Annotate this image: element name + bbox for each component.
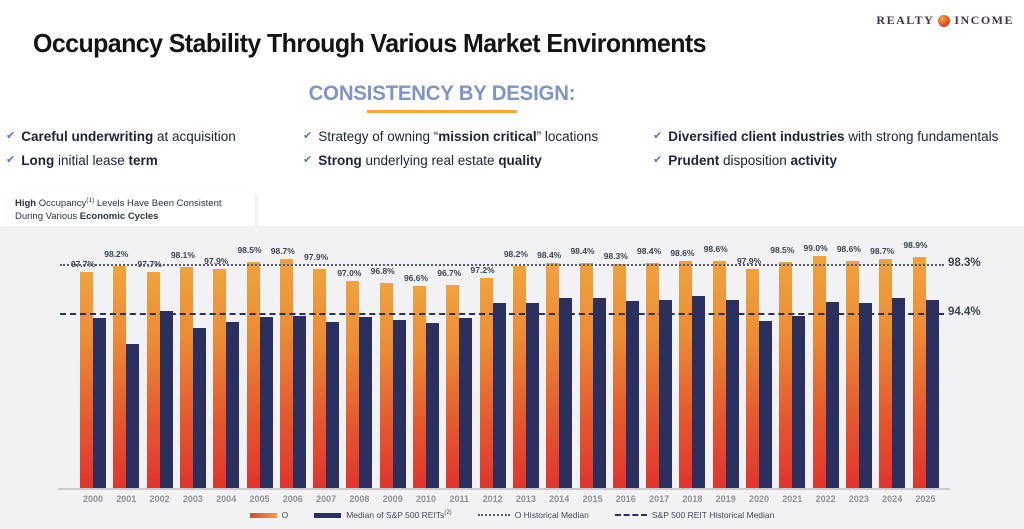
logo-text-left: REALTY: [876, 13, 935, 27]
refline-label-dotted: 98.3%: [948, 257, 981, 270]
year-label-2009: 2009: [382, 494, 403, 504]
bullet-item: [6, 153, 236, 169]
bar-sp500-2009: [393, 320, 406, 488]
bar-sp500-2018: [692, 296, 705, 488]
legend-swatch-o: [250, 513, 277, 518]
value-label-2016: 98.3%: [603, 251, 628, 262]
bar-sp500-2004: [226, 322, 239, 488]
year-label-2011: 2011: [449, 494, 470, 504]
value-label-2011: 96.7%: [437, 267, 462, 278]
bullet-text: [668, 153, 837, 169]
bar-o-2008: [346, 281, 359, 488]
value-label-2013: 98.2%: [503, 248, 528, 259]
bullet-text: [21, 129, 236, 145]
value-label-2023: 98.6%: [836, 243, 861, 254]
year-label-2023: 2023: [848, 494, 869, 504]
value-label-2015: 98.4%: [570, 246, 595, 257]
legend-item: [314, 510, 451, 520]
year-label-2018: 2018: [682, 494, 703, 504]
value-label-2025: 98.9%: [903, 239, 928, 250]
bullet-item: [653, 153, 998, 169]
bar-o-2007: [313, 269, 326, 488]
value-label-2021: 98.5%: [770, 244, 795, 255]
bar-o-2005: [247, 262, 260, 488]
checkmark-icon: ✔: [303, 153, 313, 166]
bar-o-2025: [913, 257, 926, 488]
value-label-2018: 98.6%: [670, 247, 695, 258]
checkmark-icon: ✔: [653, 130, 663, 142]
legend-label: Median of S&P 500 REITs$^{(2)}$: [346, 510, 452, 520]
value-label-2003: 98.1%: [170, 249, 195, 260]
legend-label: O Historical Median: [514, 510, 589, 520]
bullet-text: [21, 153, 158, 169]
value-label-2007: 97.9%: [304, 252, 329, 263]
bar-o-2012: [480, 278, 493, 488]
year-label-2013: 2013: [515, 494, 536, 504]
year-label-2005: 2005: [249, 494, 270, 504]
year-label-2001: 2001: [116, 494, 137, 504]
value-label-2009: 96.8%: [370, 266, 395, 277]
bar-o-2006: [280, 259, 293, 488]
text-segment: (1): [86, 197, 95, 204]
text-segment: Levels Have Been Consistent During Various: [15, 198, 222, 222]
legend-item: [478, 510, 589, 520]
text-segment: High: [15, 198, 37, 210]
bar-o-2015: [580, 263, 593, 488]
bar-sp500-2007: [326, 322, 339, 488]
bar-o-2001: [113, 266, 126, 488]
text-segment: term: [128, 152, 158, 168]
bar-o-2022: [813, 256, 826, 488]
refline-dashed: [60, 313, 944, 315]
bar-sp500-2022: [826, 302, 839, 488]
year-label-2014: 2014: [549, 494, 570, 504]
value-label-2005: 98.5%: [237, 244, 262, 255]
year-label-2015: 2015: [582, 494, 603, 504]
value-label-2008: 97.0%: [337, 267, 362, 278]
bar-sp500-2023: [859, 303, 872, 488]
bar-sp500-2003: [193, 328, 206, 488]
bar-sp500-2024: [892, 298, 905, 488]
bar-o-2021: [779, 262, 792, 488]
text-segment: ” locations: [536, 129, 599, 144]
value-label-2020: 97.9%: [736, 256, 762, 267]
value-label-2001: 98.2%: [104, 248, 129, 259]
bullet-column-2: [303, 129, 598, 176]
value-label-2012: 97.2%: [470, 265, 495, 276]
value-label-2010: 96.6%: [403, 272, 429, 283]
value-label-2000: 97.7%: [70, 258, 96, 269]
year-label-2010: 2010: [415, 494, 437, 504]
text-segment: quality: [498, 152, 542, 168]
refline-label-dashed: 94.4%: [948, 306, 981, 319]
year-label-2003: 2003: [182, 494, 203, 504]
legend-line-dotted: [478, 514, 510, 516]
bullet-item: [303, 153, 598, 169]
legend-label: S&P 500 REIT Historical Median: [651, 510, 775, 520]
realty-income-logo: [876, 13, 1014, 28]
bar-sp500-2015: [593, 298, 606, 488]
year-label-2008: 2008: [349, 494, 370, 504]
bullet-text: [318, 153, 542, 169]
bar-o-2014: [546, 263, 559, 488]
year-label-2019: 2019: [715, 494, 736, 504]
bar-sp500-2016: [626, 301, 639, 488]
year-label-2004: 2004: [216, 494, 237, 504]
bar-sp500-2005: [260, 317, 273, 488]
bar-o-2003: [180, 267, 193, 488]
bar-o-2017: [646, 263, 659, 488]
text-segment: disposition: [719, 152, 791, 168]
text-segment: Economic Cycles: [79, 210, 159, 222]
bar-sp500-2010: [426, 323, 439, 488]
text-segment: Strong: [318, 152, 362, 168]
value-label-2006: 98.7%: [270, 246, 295, 257]
year-label-2016: 2016: [615, 494, 636, 504]
text-segment: underlying real estate: [361, 152, 499, 168]
chart-legend: [0, 510, 1024, 520]
legend-swatch-sp500: [314, 513, 341, 518]
refline-dotted: [60, 264, 944, 266]
text-segment: mission critical: [438, 129, 537, 144]
bullet-text: [668, 129, 998, 145]
checkmark-icon: ✔: [6, 130, 16, 142]
heading-underline: [367, 110, 517, 113]
value-label-2004: 97.9%: [204, 256, 229, 267]
year-label-2002: 2002: [149, 494, 170, 504]
bar-o-2019: [713, 261, 726, 488]
bullet-item: [653, 129, 998, 145]
checkmark-icon: ✔: [6, 153, 16, 166]
bar-sp500-2008: [359, 317, 372, 488]
value-label-2019: 98.6%: [703, 243, 728, 254]
text-segment: with strong fundamentals: [844, 129, 999, 144]
year-label-2012: 2012: [482, 494, 503, 504]
year-label-2022: 2022: [815, 494, 836, 504]
logo-mark-icon: [938, 15, 950, 27]
bullet-item: [6, 129, 236, 145]
value-label-2024: 98.7%: [870, 246, 895, 257]
text-segment: Long: [21, 152, 55, 168]
bullet-text: [318, 129, 598, 145]
bullet-column-3: [653, 129, 998, 176]
bar-sp500-2006: [293, 316, 306, 488]
year-label-2000: 2000: [82, 494, 104, 504]
bullet-item: [303, 129, 598, 145]
bar-sp500-2014: [559, 298, 572, 488]
legend-item: [615, 510, 775, 520]
bar-sp500-2020: [759, 321, 772, 488]
bar-o-2018: [679, 261, 692, 488]
bar-o-2024: [879, 259, 892, 488]
bar-sp500-2011: [459, 318, 472, 488]
year-label-2017: 2017: [649, 494, 670, 504]
value-label-2017: 98.4%: [637, 246, 662, 257]
bar-sp500-2013: [526, 303, 539, 488]
text-segment: at acquisition: [153, 129, 236, 144]
bar-sp500-2002: [160, 311, 173, 488]
chart-callout-box: [7, 192, 255, 229]
text-segment: activity: [790, 152, 838, 168]
year-label-2020: 2020: [748, 494, 770, 504]
bar-sp500-2021: [792, 316, 805, 488]
bar-o-2023: [846, 261, 859, 488]
value-label-2014: 98.4%: [537, 250, 562, 261]
value-label-2022: 99.0%: [803, 242, 828, 253]
section-heading: [272, 82, 612, 113]
legend-line-dashed: [615, 514, 647, 516]
bar-o-2002: [147, 272, 160, 488]
x-axis-line: [58, 488, 950, 490]
text-segment: Diversified client industries: [668, 129, 845, 144]
bar-o-2016: [613, 264, 626, 488]
bullet-column-1: [6, 129, 236, 176]
text-segment: Strategy of owning “: [318, 129, 439, 144]
bar-sp500-2001: [126, 344, 139, 488]
bar-o-2004: [213, 269, 226, 488]
year-label-2007: 2007: [316, 494, 337, 504]
year-label-2021: 2021: [782, 494, 803, 504]
legend-footnote: (2): [444, 510, 452, 517]
bar-o-2013: [513, 266, 526, 488]
legend-label: O: [281, 510, 289, 520]
bar-sp500-2017: [659, 300, 672, 488]
bar-o-2000: [80, 272, 93, 488]
year-label-2024: 2024: [882, 494, 903, 504]
text-segment: initial lease: [54, 152, 129, 168]
bar-sp500-2012: [493, 303, 506, 488]
value-label-2002: 97.7%: [137, 258, 162, 269]
legend-item: [250, 510, 289, 520]
text-segment: Occupancy: [36, 198, 87, 210]
bar-sp500-2025: [926, 300, 939, 488]
checkmark-icon: ✔: [653, 153, 663, 166]
bar-sp500-2019: [726, 300, 739, 488]
bar-sp500-2000: [93, 318, 106, 488]
checkmark-icon: ✔: [303, 130, 313, 142]
text-segment: Prudent: [668, 152, 720, 168]
text-segment: Careful underwriting: [21, 129, 154, 144]
year-label-2006: 2006: [282, 494, 303, 504]
bar-o-2020: [746, 269, 759, 488]
section-heading-text: CONSISTENCY BY DESIGN:: [308, 82, 576, 105]
year-label-2025: 2025: [915, 494, 936, 504]
page-title: Occupancy Stability Through Various Market Environments: [33, 28, 706, 58]
bar-o-2010: [413, 286, 426, 488]
chart-panel: [0, 226, 1024, 529]
logo-text-right: INCOME: [954, 13, 1014, 27]
